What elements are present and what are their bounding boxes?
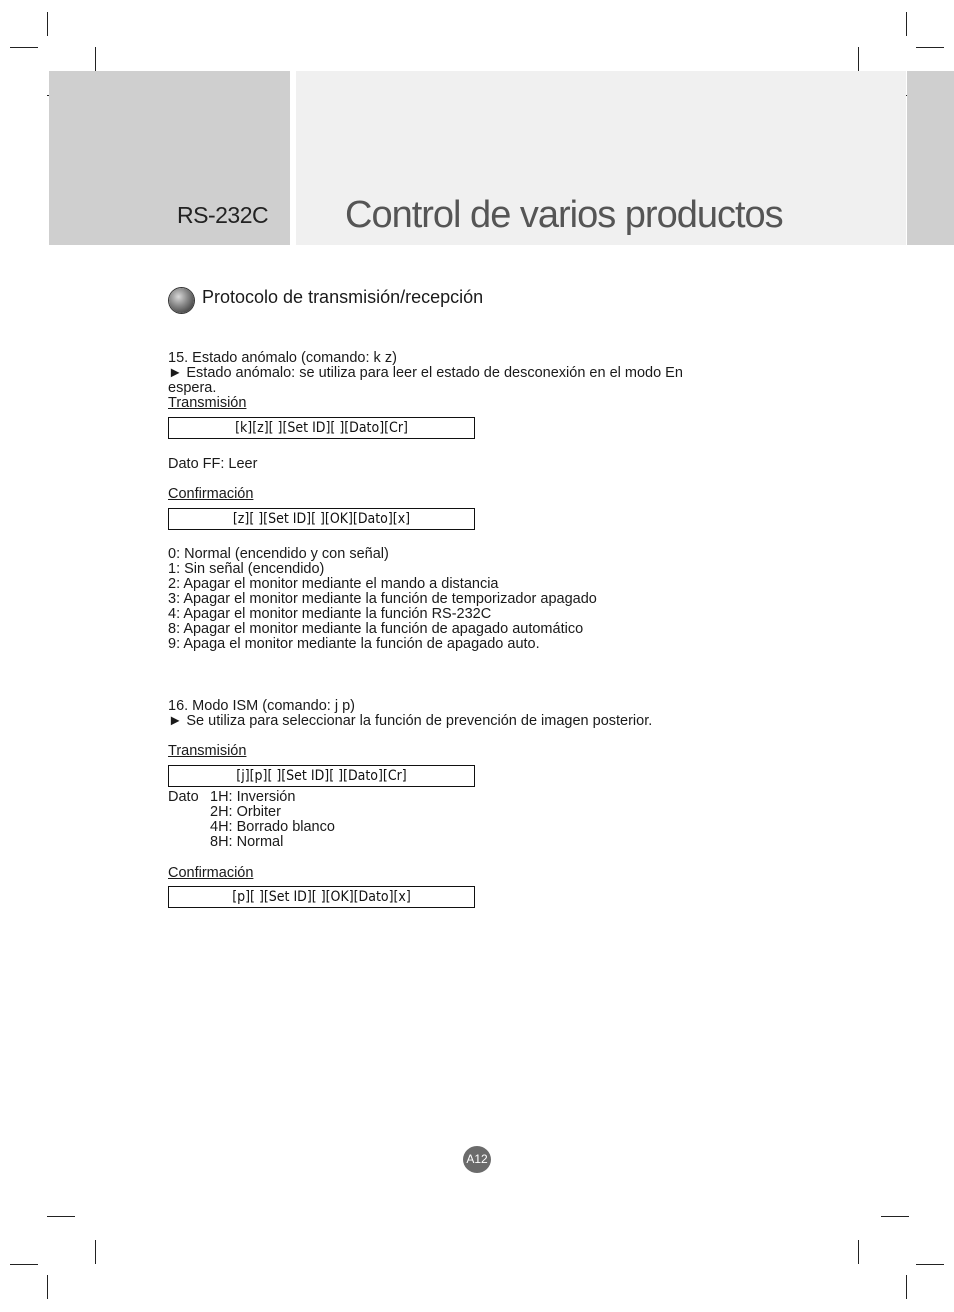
item16-desc: ► Se utiliza para seleccionar la función de prevención de imagen posterior.: [168, 713, 653, 729]
item15-data-note: Dato FF: Leer: [168, 456, 258, 472]
item15-ack-command: [z][ ][Set ID][ ][OK][Dato][x]: [168, 508, 475, 530]
crop-mark: [95, 1240, 96, 1264]
crop-mark: [906, 1275, 907, 1299]
data-option: 1H: Inversión: [210, 789, 296, 805]
data-option: 2H: Orbiter: [210, 804, 281, 820]
item15-ack-label: Confirmación: [168, 486, 254, 502]
header-right-band: [907, 71, 954, 245]
item15-state-list: [168, 547, 597, 652]
header-section-label: RS-232C: [177, 202, 269, 228]
state-item: 4: Apagar el monitor mediante la función RS-232C: [168, 606, 492, 622]
state-item: 2: Apagar el monitor mediante el mando a distancia: [168, 576, 499, 592]
data-option: 8H: Normal: [210, 834, 284, 850]
page-number-badge: A12: [463, 1146, 491, 1173]
state-item: 1: Sin señal (encendido): [168, 561, 325, 577]
crop-mark: [47, 1275, 48, 1299]
section-heading: Protocolo de transmisión/recepción: [202, 287, 484, 307]
state-item: 0: Normal (encendido y con señal): [168, 546, 389, 562]
item16-ack-command: [p][ ][Set ID][ ][OK][Dato][x]: [168, 886, 475, 908]
crop-mark: [10, 1264, 38, 1265]
crop-mark: [10, 47, 38, 48]
item15-transmission-label: Transmisión: [168, 395, 247, 411]
item15-transmission-command: [k][z][ ][Set ID][ ][Dato][Cr]: [168, 417, 475, 439]
state-item: 8: Apagar el monitor mediante la función de apagado automático: [168, 621, 584, 637]
crop-mark: [881, 1216, 909, 1217]
state-item: 3: Apagar el monitor mediante la función de temporizador apagado: [168, 591, 597, 607]
crop-mark: [858, 47, 859, 71]
item16-ack-label: Confirmación: [168, 865, 254, 881]
crop-mark: [858, 1240, 859, 1264]
crop-mark: [47, 1216, 75, 1217]
item16-data-options: [210, 790, 335, 850]
item15-title: 15. Estado anómalo (comando: k z): [168, 350, 397, 366]
page-title: Control de varios productos: [345, 194, 783, 236]
crop-mark: [47, 12, 48, 36]
item15-desc-line2: espera.: [168, 380, 217, 396]
state-item: 9: Apaga el monitor mediante la función de apagado auto.: [168, 636, 540, 652]
bullet-icon: [169, 288, 194, 313]
crop-mark: [906, 12, 907, 36]
item16-transmission-label: Transmisión: [168, 743, 247, 759]
crop-mark: [916, 47, 944, 48]
crop-mark: [916, 1264, 944, 1265]
item16-transmission-command: [j][p][ ][Set ID][ ][Dato][Cr]: [168, 765, 475, 787]
crop-mark: [95, 47, 96, 71]
item16-title: 16. Modo ISM (comando: j p): [168, 698, 355, 714]
item15-desc-line1: ► Estado anómalo: se utiliza para leer el estado de desconexión en el modo En: [168, 365, 683, 381]
item16-data-label: Dato: [168, 789, 199, 805]
data-option: 4H: Borrado blanco: [210, 819, 335, 835]
